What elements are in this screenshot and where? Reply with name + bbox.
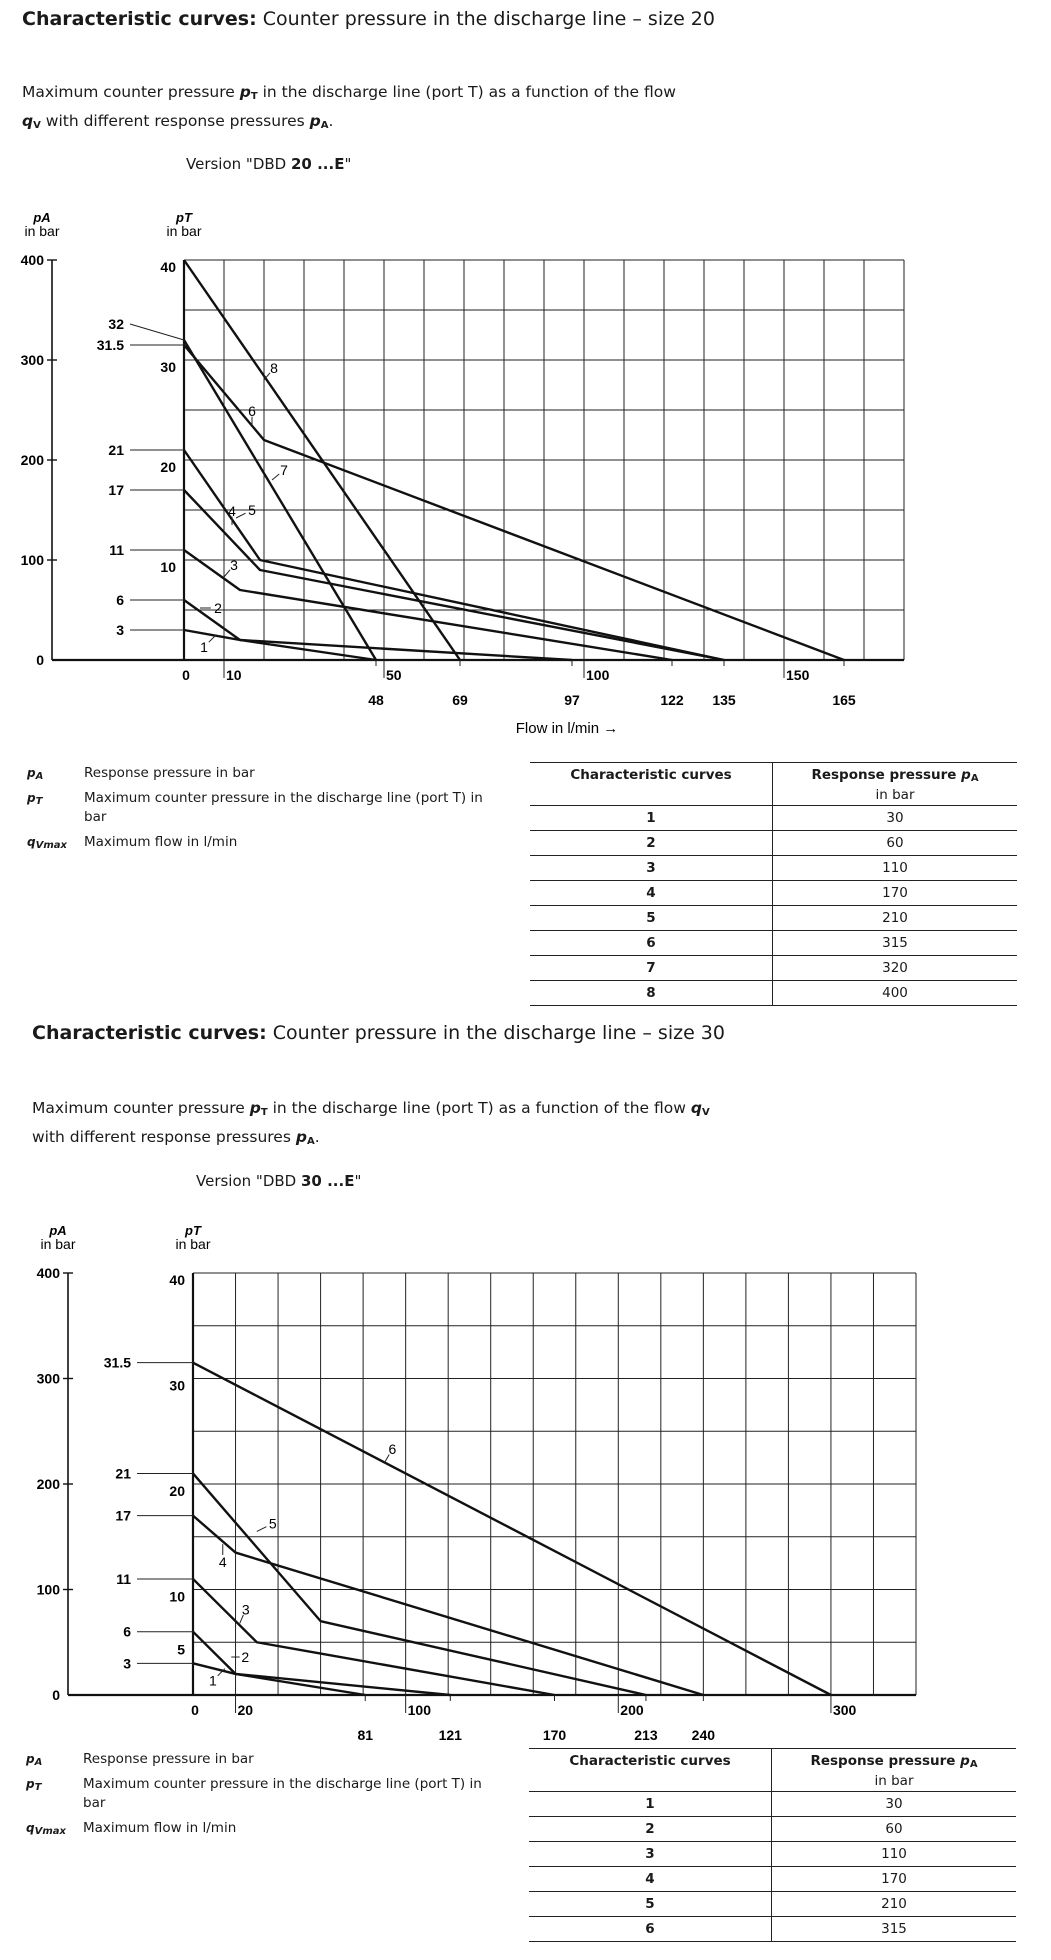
curve-number-cell: 6 [529,1917,772,1942]
curve-2 [184,600,376,660]
legend-text: Response pressure in bar [83,1751,254,1767]
legend-row [26,1750,493,1769]
response-pressure-cell: 60 [773,831,1018,856]
table-row [530,906,1017,931]
legend-row [27,833,494,852]
table-row [530,856,1017,881]
x-endpoint-label: 122 [660,692,684,708]
x-tick-label: 100 [407,1702,432,1718]
x-endpoint-label: 135 [712,692,736,708]
x-axis-title: Flow in l/min → [515,720,619,737]
x-tick-label: 300 [832,1702,857,1718]
x-endpoint-label: 81 [357,1727,374,1743]
section-description: Maximum counter pressure $p_T$ in the discharge line (port T) as a function of the flow $q_V$ with different response pressures $p_A$. [32,1099,710,1147]
curve-label: 1 [208,1672,217,1689]
x-tick-label: 20 [237,1702,254,1718]
x-tick-label: 150 [786,667,810,683]
response-pressure-cell: 110 [773,856,1018,881]
curve-label-leader [272,474,279,480]
pa-tick-label: 200 [20,452,44,468]
start-value-label: 3 [116,622,124,638]
legend-text: Maximum counter pressure in the discharge line (port T) in bar [83,1776,482,1811]
curve-label: 3 [230,557,238,573]
curve-6 [184,345,844,660]
curve-5 [184,450,724,660]
curve-label: 3 [241,1601,250,1618]
table-header-curves: Characteristic curves [530,763,773,806]
curve-label-leader [224,570,230,577]
response-pressure-cell: 315 [772,1917,1017,1942]
pt-tick-label: 30 [169,1377,185,1394]
x-tick-label: 200 [620,1702,644,1718]
start-value-label: 17 [115,1507,131,1524]
response-pressure-cell: 210 [773,906,1018,931]
curve-label-leader [236,513,246,518]
x-endpoint-label: 48 [368,692,384,708]
curve-1 [193,1663,450,1695]
x-endpoint-label: 121 [438,1727,462,1743]
table-header-pressure: Response pressure $p_A$ in bar [773,763,1018,806]
table-row [530,931,1017,956]
legend-symbol: $p_A$ [27,766,44,782]
start-value-label: 31.5 [103,1354,131,1371]
symbol-legend [27,764,494,852]
curve-label: 5 [248,502,256,518]
pa-tick-label: 300 [20,352,44,368]
curve-6 [193,1363,831,1695]
legend-row [26,1819,493,1838]
x-endpoint-label: 213 [634,1727,658,1743]
curve-label: 8 [270,360,278,376]
curve-label: 5 [268,1515,277,1532]
table-row [530,881,1017,906]
start-value-label: 21 [108,442,124,458]
curve-number-cell: 1 [530,806,773,831]
pa-tick-label: 300 [36,1370,60,1387]
start-value-label: 32 [108,316,124,332]
pt-tick-label: 10 [169,1588,185,1605]
section-size-30 [0,1010,1051,1960]
table-header-pressure: Response pressure $p_A$ in bar [772,1749,1017,1792]
x-endpoint-label: 97 [564,692,580,708]
curve-number-cell: 3 [530,856,773,881]
table-row [530,831,1017,856]
curve-4 [184,490,724,660]
pa-axis-label: pA [49,1223,67,1238]
pa-tick-label: 0 [52,1687,60,1703]
x-tick-label: 10 [226,667,242,683]
pa-tick-label: 0 [36,652,44,668]
section-title: Characteristic curves: Counter pressure in the discharge line – size 30 [32,1022,725,1044]
pt-axis-label: pT [185,1223,201,1238]
start-value-leader [130,324,184,340]
version-label: Version "DBD 20 ...E" [186,155,352,173]
table-row [529,1892,1016,1917]
pt-tick-label: 40 [169,1272,185,1288]
counter-pressure-chart-size-30 [0,1215,1051,1745]
start-value-label: 11 [116,1570,131,1587]
curve-label: 2 [214,600,222,616]
pt-axis-unit: in bar [166,223,202,239]
x-tick-label: 0 [191,1702,199,1718]
table-row [529,1917,1016,1942]
curve-number-cell: 4 [530,881,773,906]
legend-symbol: $q_{Vmax}$ [26,1821,66,1837]
response-pressure-cell: 110 [772,1842,1017,1867]
legend-text: Maximum counter pressure in the discharge line (port T) in bar [84,790,483,825]
legend-text: Maximum flow in l/min [84,834,238,850]
curve-label: 2 [241,1649,250,1666]
start-value-label: 31.5 [96,337,124,353]
table-row [529,1867,1016,1892]
pt-axis-unit: in bar [175,1236,211,1252]
response-pressure-cell: 400 [773,981,1018,1006]
section-title: Characteristic curves: Counter pressure in the discharge line – size 20 [22,8,715,30]
curve-5 [193,1473,646,1695]
table-header-curves: Characteristic curves [529,1749,772,1792]
characteristic-curves-table [530,762,1017,1006]
curve-2 [193,1632,365,1695]
curve-number-cell: 1 [529,1792,772,1817]
curve-number-cell: 5 [530,906,773,931]
curve-number-cell: 3 [529,1842,772,1867]
pt-tick-label: 10 [160,559,176,575]
curve-number-cell: 2 [530,831,773,856]
curve-label-leader [257,1527,267,1532]
response-pressure-cell: 30 [772,1792,1017,1817]
pa-axis-unit: in bar [24,223,60,239]
curve-7 [184,340,376,660]
pa-tick-label: 400 [36,1265,60,1281]
response-pressure-cell: 210 [772,1892,1017,1917]
x-endpoint-label: 69 [452,692,468,708]
pt-tick-label: 30 [160,359,176,375]
start-value-label: 21 [115,1465,131,1482]
curve-label: 4 [218,1554,227,1571]
start-value-label: 3 [123,1655,131,1672]
legend-text: Maximum flow in l/min [83,1820,237,1836]
legend-symbol: $p_A$ [26,1752,43,1768]
characteristic-curves-table [529,1748,1016,1942]
response-pressure-cell: 60 [772,1817,1017,1842]
pa-tick-label: 200 [36,1476,60,1492]
table-row [529,1817,1016,1842]
pa-tick-label: 400 [20,252,44,268]
x-tick-label: 50 [386,667,402,683]
response-pressure-cell: 170 [772,1867,1017,1892]
legend-row [26,1775,493,1813]
pa-axis-label: pA [33,210,51,225]
curve-label: 7 [280,462,288,478]
curve-number-cell: 5 [529,1892,772,1917]
table-row [530,981,1017,1006]
table-header-row [530,763,1017,806]
start-value-label: 17 [108,482,124,498]
legend-symbol: $p_T$ [26,1777,42,1793]
curve-number-cell: 4 [529,1867,772,1892]
curve-number-cell: 2 [529,1817,772,1842]
response-pressure-cell: 170 [773,881,1018,906]
version-label: Version "DBD 30 ...E" [196,1172,362,1190]
response-pressure-cell: 320 [773,956,1018,981]
x-endpoint-label: 170 [542,1727,567,1743]
x-endpoint-label: 165 [832,692,856,708]
pa-tick-label: 100 [20,552,44,568]
pa-axis-unit: in bar [40,1236,76,1252]
symbol-legend [26,1750,493,1838]
table-row [529,1792,1016,1817]
response-pressure-cell: 30 [773,806,1018,831]
section-description: Maximum counter pressure $p_T$ in the discharge line (port T) as a function of the flow $q_V$ with different response pressures $p_A$. [22,83,676,131]
x-tick-label: 100 [586,667,610,683]
pt-tick-label: 20 [169,1483,185,1499]
curve-label: 4 [228,503,236,519]
curve-label: 6 [388,1440,397,1457]
table-row [529,1842,1016,1867]
x-tick-label: 0 [182,667,190,683]
table-row [530,956,1017,981]
pt-tick-label: 40 [160,259,176,275]
curve-label: 1 [200,639,208,655]
curve-number-cell: 6 [530,931,773,956]
response-pressure-cell: 315 [773,931,1018,956]
start-value-label: 6 [116,592,124,608]
pa-tick-label: 100 [36,1581,60,1598]
legend-symbol: $p_T$ [27,791,43,807]
table-header-row [529,1749,1016,1792]
curve-3 [193,1579,555,1695]
curve-label: 6 [248,403,256,419]
start-value-label: 6 [123,1623,131,1640]
legend-text: Response pressure in bar [84,765,255,781]
table-row [530,806,1017,831]
curve-number-cell: 8 [530,981,773,1006]
legend-row [27,764,494,783]
x-endpoint-label: 240 [691,1727,716,1743]
start-value-label: 11 [109,542,124,558]
pt-axis-label: pT [176,210,192,225]
pt-tick-label: 5 [177,1641,185,1658]
legend-row [27,789,494,827]
curve-number-cell: 7 [530,956,773,981]
pt-tick-label: 20 [160,459,176,475]
legend-symbol: $q_{Vmax}$ [27,835,67,851]
